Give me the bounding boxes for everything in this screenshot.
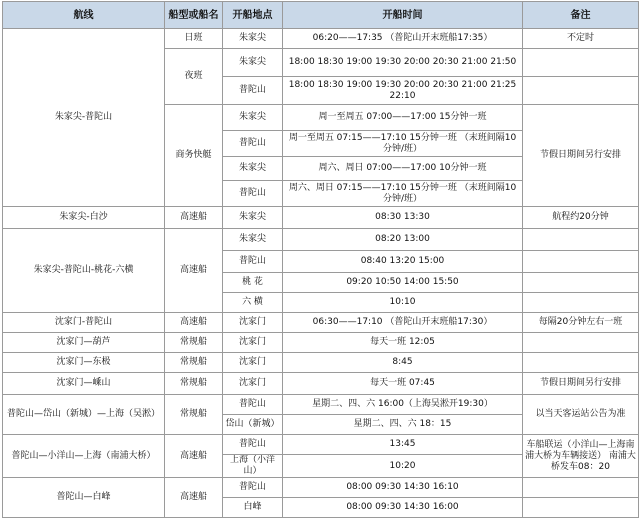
place-cell: 沈家门 (223, 373, 283, 395)
place-cell: 沈家门 (223, 313, 283, 333)
note-cell (523, 49, 639, 77)
table-row (3, 29, 639, 49)
time-cell: 10:10 (283, 293, 523, 313)
note-cell (523, 498, 639, 518)
time-cell: 08:00 09:30 14:30 16:10 (283, 478, 523, 498)
place-cell: 桃 花 (223, 273, 283, 293)
time-cell: 周一至周五 07:00——17:00 15分钟一班 (283, 105, 523, 131)
header-row (3, 2, 639, 29)
place-cell: 普陀山 (223, 395, 283, 415)
note-cell (523, 273, 639, 293)
place-cell: 普陀山 (223, 435, 283, 455)
place-cell: 朱家尖 (223, 29, 283, 49)
time-cell: 8:45 (283, 353, 523, 373)
ferry-schedule-table (2, 1, 639, 518)
ship-type-cell: 高速船 (165, 313, 223, 333)
note-cell: 节假日期间另行安排 (523, 105, 639, 207)
time-cell: 每天一班 07:45 (283, 373, 523, 395)
time-cell: 08:30 13:30 (283, 207, 523, 229)
route-cell: 沈家门—嵊山 (3, 373, 165, 395)
time-cell: 星期二、四、六 16:00（上海吴淞开19:30） (283, 395, 523, 415)
place-cell: 六 横 (223, 293, 283, 313)
place-cell: 普陀山 (223, 77, 283, 105)
route-cell: 沈家门—东极 (3, 353, 165, 373)
place-cell: 朱家尖 (223, 105, 283, 131)
route-cell: 朱家尖-白沙 (3, 207, 165, 229)
note-cell: 航程约20分钟 (523, 207, 639, 229)
time-cell: 周一至周五 07:15——17:10 15分钟一班 （末班间隔10分钟/班） (283, 131, 523, 157)
route-cell: 朱家尖-普陀山-桃花-六横 (3, 229, 165, 313)
header-departure-place: 开船地点 (223, 2, 283, 29)
time-cell: 18:00 18:30 19:00 19:30 20:00 20:30 21:00 21:50 (283, 49, 523, 77)
place-cell: 普陀山 (223, 251, 283, 273)
place-cell: 普陀山 (223, 181, 283, 207)
ship-type-cell: 常规船 (165, 333, 223, 353)
note-cell: 每隔20分钟左右一班 (523, 313, 639, 333)
table-row (3, 333, 639, 353)
place-cell: 朱家尖 (223, 157, 283, 181)
ship-type-cell: 日班 (165, 29, 223, 49)
table-row (3, 207, 639, 229)
header-departure-time: 开船时间 (283, 2, 523, 29)
note-cell (523, 293, 639, 313)
note-cell (523, 333, 639, 353)
ship-type-cell: 高速船 (165, 435, 223, 478)
ship-type-cell: 高速船 (165, 229, 223, 313)
table-row (3, 478, 639, 498)
place-cell: 岱山（新城） (223, 415, 283, 435)
place-cell: 普陀山 (223, 478, 283, 498)
place-cell: 沈家门 (223, 353, 283, 373)
time-cell: 08:40 13:20 15:00 (283, 251, 523, 273)
time-cell: 06:20——17:35 （普陀山开末班船17:35） (283, 29, 523, 49)
time-cell: 10:20 (283, 455, 523, 478)
header-ship-type: 船型或船名 (165, 2, 223, 29)
note-cell: 车船联运（小洋山—上海南浦大桥为车辆接送） 南浦大桥发车08：20 (523, 435, 639, 478)
ship-type-cell: 常规船 (165, 373, 223, 395)
place-cell: 白峰 (223, 498, 283, 518)
route-cell: 朱家尖-普陀山 (3, 29, 165, 207)
place-cell: 普陀山 (223, 131, 283, 157)
route-cell: 普陀山—小洋山—上海（南浦大桥） (3, 435, 165, 478)
time-cell: 18:00 18:30 19:00 19:30 20:00 20:30 21:00 21:25 22:10 (283, 77, 523, 105)
table-row (3, 313, 639, 333)
note-cell (523, 229, 639, 251)
note-cell: 以当天客运站公告为准 (523, 395, 639, 435)
ship-type-cell: 高速船 (165, 478, 223, 518)
route-cell: 沈家门-普陀山 (3, 313, 165, 333)
place-cell: 沈家门 (223, 333, 283, 353)
place-cell: 上海（小洋山） (223, 455, 283, 478)
ship-type-cell: 高速船 (165, 207, 223, 229)
ship-type-cell: 夜班 (165, 49, 223, 105)
route-cell: 普陀山—岱山（新城）—上海（吴淞） (3, 395, 165, 435)
time-cell: 09:20 10:50 14:00 15:50 (283, 273, 523, 293)
time-cell: 每天一班 12:05 (283, 333, 523, 353)
note-cell: 不定时 (523, 29, 639, 49)
table-row (3, 229, 639, 251)
place-cell: 朱家尖 (223, 49, 283, 77)
place-cell: 朱家尖 (223, 207, 283, 229)
ship-type-cell: 常规船 (165, 395, 223, 435)
time-cell: 06:30——17:10 （普陀山开末班船17:30） (283, 313, 523, 333)
time-cell: 周六、周日 07:15——17:10 15分钟一班 （末班间隔10分钟/班） (283, 181, 523, 207)
note-cell (523, 251, 639, 273)
table-row (3, 353, 639, 373)
table-row (3, 435, 639, 455)
route-cell: 普陀山—白峰 (3, 478, 165, 518)
time-cell: 08:00 09:30 14:30 16:00 (283, 498, 523, 518)
place-cell: 朱家尖 (223, 229, 283, 251)
ship-type-cell: 商务快艇 (165, 105, 223, 207)
time-cell: 星期二、四、六 18：15 (283, 415, 523, 435)
note-cell (523, 77, 639, 105)
note-cell (523, 478, 639, 498)
time-cell: 13:45 (283, 435, 523, 455)
header-note: 备注 (523, 2, 639, 29)
time-cell: 周六、周日 07:00——17:00 10分钟一班 (283, 157, 523, 181)
route-cell: 沈家门—葫芦 (3, 333, 165, 353)
time-cell: 08:20 13:00 (283, 229, 523, 251)
note-cell: 节假日期间另行安排 (523, 373, 639, 395)
ship-type-cell: 常规船 (165, 353, 223, 373)
table-row (3, 373, 639, 395)
note-cell (523, 353, 639, 373)
table-row (3, 395, 639, 415)
header-route: 航线 (3, 2, 165, 29)
